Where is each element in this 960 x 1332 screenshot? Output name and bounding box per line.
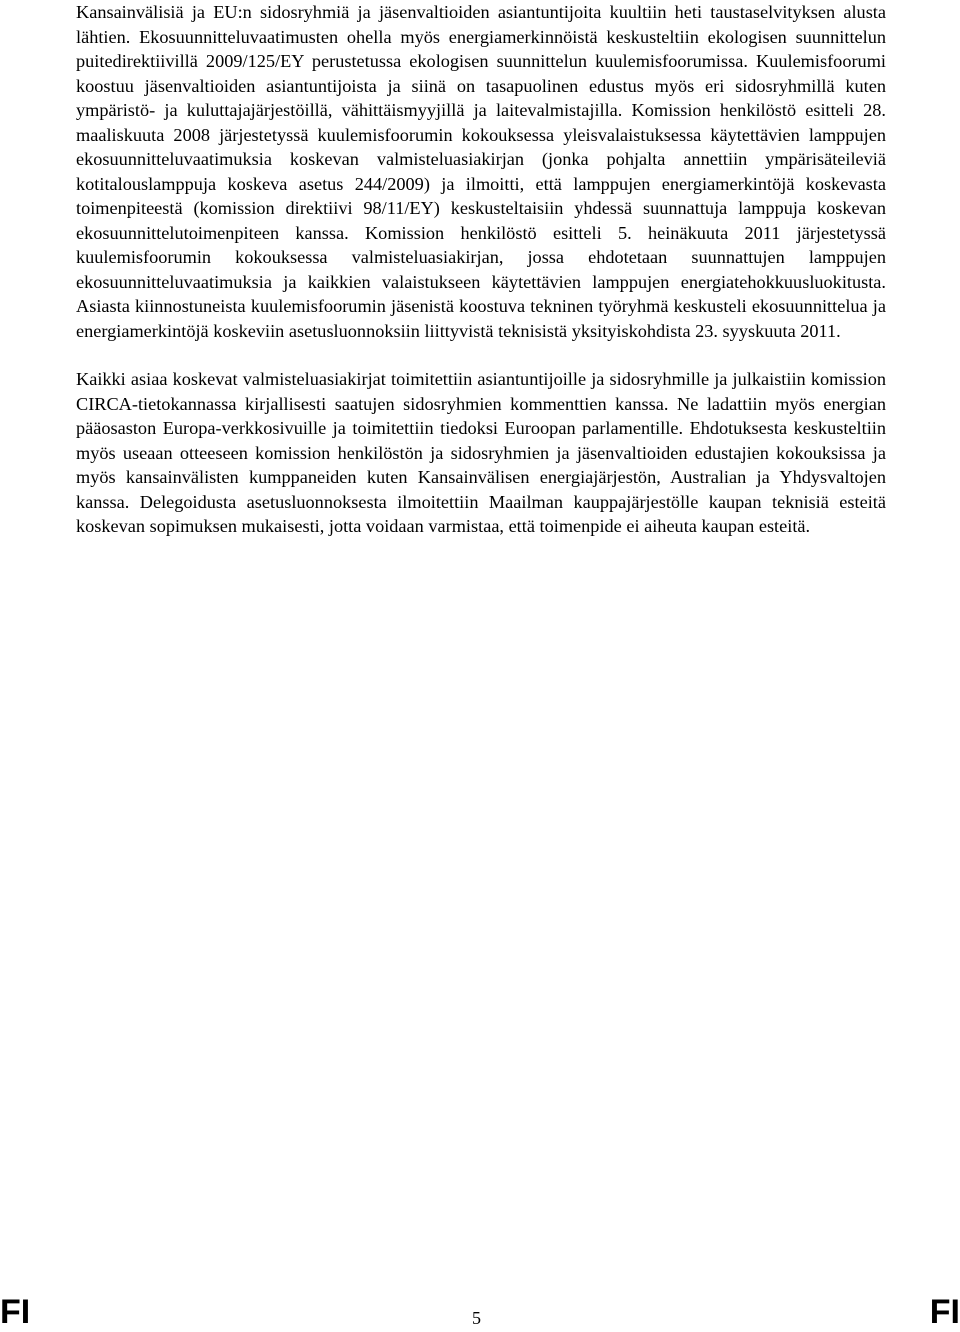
footer-language-right: FI bbox=[929, 1293, 960, 1331]
paragraph-consultation: Kansainvälisiä ja EU:n sidosryhmiä ja jäsenvaltioiden asiantuntijoita kuultiin heti taustaselvityksen alusta lähtien. Ekosuunnitteluvaatimusten ohella myös energiamerkinnöistä keskusteltiin ekologisen suunnittelun puitedirektiivillä 2009/125/EY perustetussa ekologisen suunnittelun kuulemisfoorumissa. Kuulemisfoorumi koostuu jäsenvaltioiden asiantuntijoista ja siinä on tasapuolinen edustus myös eri sidosryhmillä kuten ympäristö- ja kuluttajajärjestöillä, vähittäismyyjillä ja laitevalmistajilla. Komission henkilöstö esitteli 28. maaliskuuta 2008 järjestetyssä kuulemisfoorumin kokouksessa yleisvalaistuksessa käytettävien lamppujen ekosuunnitteluvaatimuksia koskevan valmisteluasiakirjan (jonka pohjalta annettiin ympärisäteileviä kotitalouslamppuja koskeva asetus 244/2009) ja ilmoitti, että lamppujen energiamerkintöjä koskevasta toimenpiteestä (komission direktiivi 98/11/EY) keskusteltaisiin yhdessä suunnattuja lamppuja koskevan ekosuunnittelutoimenpiteen kanssa. Komission henkilöstö esitteli 5. heinäkuuta 2011 järjestetyssä kuulemisfoorumin kokouksessa valmisteluasiakirjan, jossa ehdotetaan suunnattujen lamppujen ekosuunnitteluvaatimuksia ja kaikkien valaistukseen käytettävien lamppujen energiatehokkuusluokitusta. Asiasta kiinnostuneista kuulemisfoorumin jäsenistä koostuva tekninen työryhmä keskusteli ekosuunnittelua ja energiamerkintöjä koskeviin asetusluonnoksiin liittyvistä teknisistä yksityiskohdista 23. syyskuuta 2011. bbox=[76, 2, 886, 341]
paragraph-documents: Kaikki asiaa koskevat valmisteluasiakirjat toimitettiin asiantuntijoille ja sidosryhmille ja julkaistiin komission CIRCA-tietokannassa kirjallisesti saatujen sidosryhmien kommenttien kanssa. Ne ladattiin myös energian pääosaston Europa-verkkosivuille ja toimitettiin tiedoksi Euroopan parlamentille. Ehdotuksesta keskusteltiin myös useaan otteeseen komission henkilöstön ja sidosryhmien ja jäsenvaltioiden edustajien kokouksissa ja myös kansainvälisten kumppaneiden kuten Kansainvälisen energiajärjestön, Australian ja Yhdysvaltojen kanssa. Delegoidusta asetusluonnoksesta ilmoitettiin Maailman kauppajärjestölle kaupan teknisiä esteitä koskevan sopimuksen mukaisesti, jotta voidaan varmistaa, että toimenpide ei aiheuta kaupan esteitä. bbox=[76, 369, 886, 536]
footer-language-left: FI bbox=[0, 1293, 31, 1331]
page-number: 5 bbox=[472, 1308, 481, 1328]
document-body bbox=[76, 0, 886, 539]
